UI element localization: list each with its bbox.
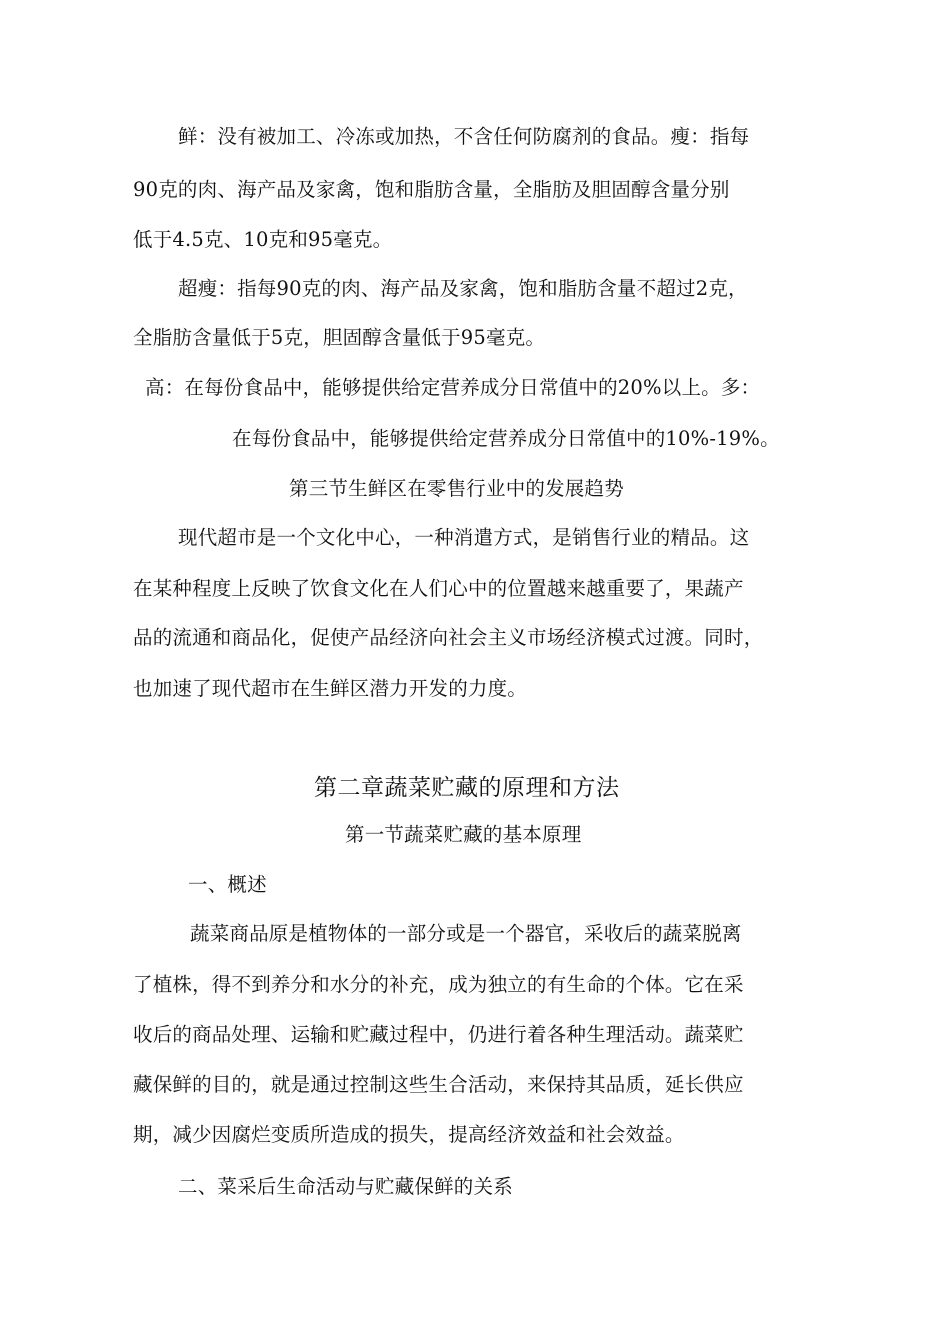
paragraph-line: 在每份食品中，能够提供给定营养成分日常值中的10%-19%。 (232, 427, 780, 450)
section-heading: 第三节生鲜区在零售行业中的发展趋势 (289, 477, 624, 500)
paragraph-line: 期，减少因腐烂变质所造成的损失，提高经济效益和社会效益。 (133, 1123, 685, 1146)
paragraph-line: 高：在每份食品中，能够提供给定营养成分日常值中的20%以上。多： (145, 376, 761, 399)
paragraph-line: 低于4.5克、10克和95毫克。 (133, 228, 393, 251)
paragraph-line: 全脂肪含量低于5克，胆固醇含量低于95毫克。 (133, 326, 546, 349)
paragraph-line: 了植株，得不到养分和水分的补充，成为独立的有生命的个体。它在采 (133, 973, 744, 996)
chapter-title: 第二章蔬菜贮藏的原理和方法 (314, 775, 620, 801)
subsection-heading: 二、菜采后生命活动与贮藏保鲜的关系 (178, 1175, 513, 1198)
paragraph-line: 收后的商品处理、运输和贮藏过程中，仍进行着各种生理活动。蔬菜贮 (133, 1023, 744, 1046)
paragraph-line: 蔬菜商品原是植物体的一部分或是一个器官，采收后的蔬菜脱离 (190, 922, 742, 945)
paragraph-line: 也加速了现代超市在生鲜区潜力开发的力度。 (133, 677, 528, 700)
subsection-heading: 一、概述 (188, 873, 267, 896)
paragraph-line: 鲜：没有被加工、冷冻或加热，不含任何防腐剂的食品。瘦：指每 (178, 125, 750, 148)
paragraph-line: 在某种程度上反映了饮食文化在人们心中的位置越来越重要了，果蔬产 (133, 577, 744, 600)
paragraph-line: 现代超市是一个文化中心，一种消遣方式，是销售行业的精品。这 (178, 526, 750, 549)
section-heading: 第一节蔬菜贮藏的基本原理 (345, 823, 582, 846)
paragraph-line: 品的流通和商品化，促使产品经济向社会主义市场经济模式过渡。同时， (133, 626, 764, 649)
paragraph-line: 90克的肉、海产品及家禽，饱和脂肪含量，全脂肪及胆固醇含量分别 (133, 178, 730, 201)
paragraph-line: 藏保鲜的目的，就是通过控制这些生合活动，来保持其品质，延长供应 (133, 1073, 744, 1096)
paragraph-line: 超瘦：指每90克的肉、海产品及家禽，饱和脂肪含量不超过2克， (178, 277, 748, 300)
